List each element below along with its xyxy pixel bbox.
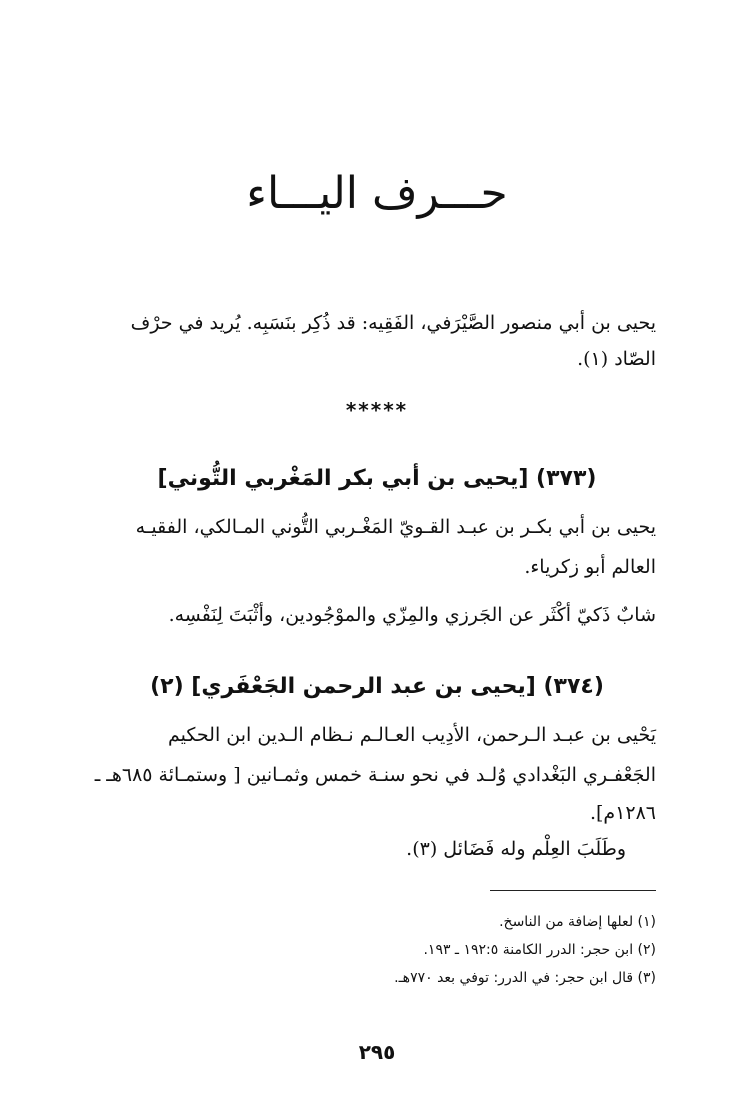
entry-374-heading: (٣٧٤) [يحيى بن عبد الرحمن الجَعْفَري] (٢) [150, 674, 604, 699]
entry-374-line-4: وطَلَبَ العِلْم وله فَضَائل (٣). [406, 838, 626, 860]
intro-line-1: يحيى بن أبي منصور الصَّيْرَفي، الفَقِيه: قد ذُكِر بنَسَبِه. يُريد في حرْف [130, 312, 656, 334]
entry-374-line-2: الجَعْفـري البَغْدادي وُلـد في نحو سنـة خمس وثمـانين [ وستمـائة ٦٨٥هـ ـ [94, 764, 656, 786]
entry-373-line-1: يحيى بن أبي بكـر بن عبـد القـويّ المَغْـربي التُّوني المـالكي، الفقيـه [135, 516, 656, 538]
page-number: ٢٩٥ [358, 1040, 396, 1064]
intro-line-2: الصّاد (١). [577, 348, 656, 370]
entry-373-heading: (٣٧٣) [يحيى بن أبي بكر المَغْربي التُّوني] [157, 466, 597, 491]
footnote-1: (١) لعلها إضافة من الناسخ. [499, 914, 656, 930]
entry-373-line-2: العالم أبو زكرياء. [524, 556, 656, 578]
entry-374-line-1: يَحْيى بن عبـد الـرحمن، الأدِيب العـالـم نـظام الـدين ابن الحكيم [168, 724, 656, 746]
chapter-title: حـــرف اليـــاء [246, 168, 508, 219]
entry-373-line-3: شابٌ ذَكيّ أكْثَر عن الجَرزي والمِزّي والموْجُودين، وأثْبَتَ لِنَفْسِه. [168, 604, 656, 626]
entry-374-line-3: ١٢٨٦م]. [589, 802, 656, 824]
section-separator: ***** [345, 398, 409, 422]
footnote-2: (٢) ابن حجر: الدرر الكامنة ١٩٢:٥ ـ ١٩٣. [423, 942, 656, 958]
footnote-divider [490, 890, 656, 891]
footnote-3: (٣) قال ابن حجر: في الدرر: توفي بعد ٧٧٠هـ. [394, 970, 656, 986]
